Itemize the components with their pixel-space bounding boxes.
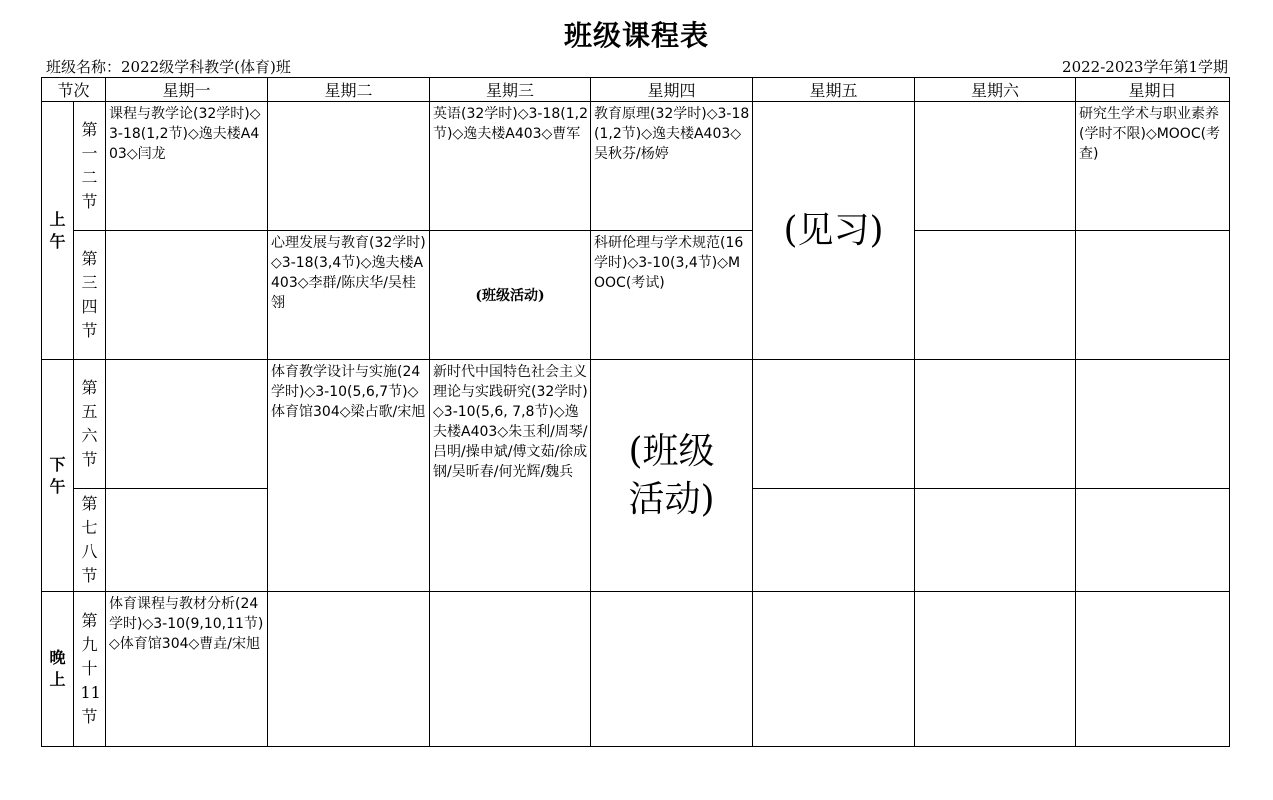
course-wed-afternoon: 新时代中国特色社会主义理论与实践研究(32学时)◇3-10(5,6, 7,8节)◇逸夫楼A403◇朱玉利/周琴/吕明/操申斌/傅文茹/徐成钢/吴昕春/何光辉/魏兵 [430,360,591,592]
class-name: 班级名称：2022级学科教学(体育)班 [46,58,291,76]
header-day-thu: 星期四 [591,78,753,102]
page-title: 班级课程表 [563,19,709,52]
course-thu-34: 科研伦理与学术规范(16学时)◇3-10(3,4节)◇MOOC(考试) [591,231,753,360]
period-morning: 上午 [42,102,74,360]
row-slot-12 [42,102,1230,231]
cell-thu-eve [591,592,753,747]
cell-sat-34 [915,231,1076,360]
header-day-sat: 星期六 [915,78,1076,102]
cell-wed-eve [430,592,591,747]
cell-fri-56 [753,360,915,489]
slot-12: 第一二节 [74,102,106,231]
course-thu-12: 教育原理(32学时)◇3-18(1,2节)◇逸夫楼A403◇吴秋芬/杨婷 [591,102,753,231]
course-mon-12: 课程与教学论(32学时)◇3-18(1,2节)◇逸夫楼A403◇闫龙 [106,102,268,231]
cell-fri-78 [753,489,915,592]
header-period: 节次 [42,78,106,102]
slot-56: 第五六节 [74,360,106,489]
cell-tue-eve [268,592,430,747]
header-day-sun: 星期日 [1076,78,1230,102]
course-tue-34: 心理发展与教育(32学时)◇3-18(3,4节)◇逸夫楼A403◇李群/陈庆华/吴桂翎 [268,231,430,360]
cell-sat-56 [915,360,1076,489]
slot-34: 第三四节 [74,231,106,360]
cell-tue-12 [268,102,430,231]
header-day-wed: 星期三 [430,78,591,102]
cell-mon-78 [106,489,268,592]
cell-sat-12 [915,102,1076,231]
header-row [42,78,1230,102]
course-mon-evening: 体育课程与教材分析(24学时)◇3-10(9,10,11节)◇体育馆304◇曹垚/宋旭 [106,592,268,747]
slot-78: 第七八节 [74,489,106,592]
row-slot-91011 [42,592,1230,747]
thu-activity-line1: (班级 [628,430,715,472]
header-day-mon: 星期一 [106,78,268,102]
cell-sun-56 [1076,360,1230,489]
cell-sun-eve [1076,592,1230,747]
row-slot-56 [42,360,1230,489]
cell-fri-eve [753,592,915,747]
course-sun-12: 研究生学术与职业素养(学时不限)◇MOOC(考查) [1076,102,1230,231]
cell-sun-78 [1076,489,1230,592]
course-wed-12: 英语(32学时)◇3-18(1,2节)◇逸夫楼A403◇曹军 [430,102,591,231]
cell-sat-eve [915,592,1076,747]
cell-mon-56 [106,360,268,489]
slot-91011: 第九十11节 [74,592,106,747]
course-wed-34: (班级活动) [430,231,591,360]
cell-mon-34 [106,231,268,360]
cell-sat-78 [915,489,1076,592]
timetable [41,77,1230,747]
row-slot-34 [42,231,1230,360]
period-afternoon: 下午 [42,360,74,592]
header-day-tue: 星期二 [268,78,430,102]
course-fri-morning: (见习) [753,102,915,360]
thu-activity-line2: 活动) [628,478,715,520]
term-label: 2022-2023学年第1学期 [1062,58,1228,76]
course-thu-afternoon [591,360,753,592]
header-day-fri: 星期五 [753,78,915,102]
cell-sun-34 [1076,231,1230,360]
period-evening: 晚上 [42,592,74,747]
course-tue-afternoon: 体育教学设计与实施(24学时)◇3-10(5,6,7节)◇体育馆304◇梁占歌/宋旭 [268,360,430,592]
